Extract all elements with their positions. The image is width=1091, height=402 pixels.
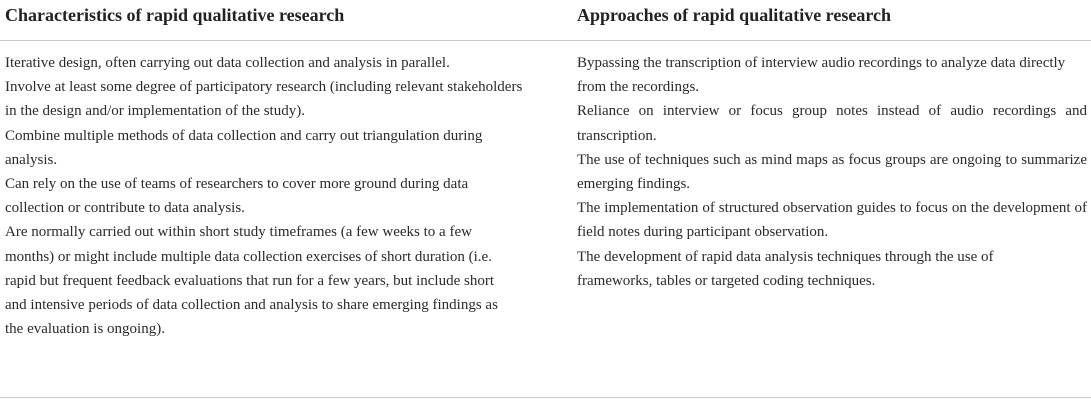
characteristics-item: Can rely on the use of teams of researchers to cover more ground during data collection or contribute to data analysis. bbox=[5, 176, 469, 217]
approaches-header: Approaches of rapid qualitative research bbox=[577, 5, 891, 25]
approaches-item: The development of rapid data analysis techniques through the use of frameworks, tables or targeted coding techniques. bbox=[577, 248, 994, 289]
characteristics-item: Are normally carried out within short study timeframes (a few weeks to a few months) or might include multiple data collection exercises of short duration (i.e. rapid but frequent feedback evaluations that run for a few years, but include short and intensive periods of data collection and analysis to share emerging findings as the evaluation is ongoing). bbox=[5, 224, 498, 338]
approaches-list bbox=[577, 51, 1087, 293]
characteristics-list bbox=[5, 51, 540, 341]
characteristics-item: Iterative design, often carrying out data collection and analysis in parallel. bbox=[5, 55, 450, 71]
table-bottom-border bbox=[0, 397, 1091, 398]
characteristics-item: Involve at least some degree of participatory research (including relevant stakeholders in the design and/or implementation of the study). bbox=[5, 79, 523, 120]
approaches-item: Bypassing the transcription of interview audio recordings to analyze data directly from the recordings. bbox=[577, 55, 1066, 96]
characteristics-column bbox=[5, 0, 540, 338]
approaches-item: The use of techniques such as mind maps as focus groups are ongoing to summarize emerging findings. bbox=[577, 151, 1087, 193]
approaches-item: Reliance on interview or focus group notes instead of audio recordings and transcription. bbox=[577, 103, 1087, 144]
header-divider bbox=[0, 40, 1091, 41]
approaches-column bbox=[577, 0, 1087, 289]
characteristics-item: Combine multiple methods of data collection and carry out triangulation during analysis. bbox=[5, 127, 483, 168]
characteristics-header: Characteristics of rapid qualitative research bbox=[5, 5, 345, 25]
approaches-item: The implementation of structured observation guides to focus on the development of field notes during participant observation. bbox=[577, 200, 1087, 241]
